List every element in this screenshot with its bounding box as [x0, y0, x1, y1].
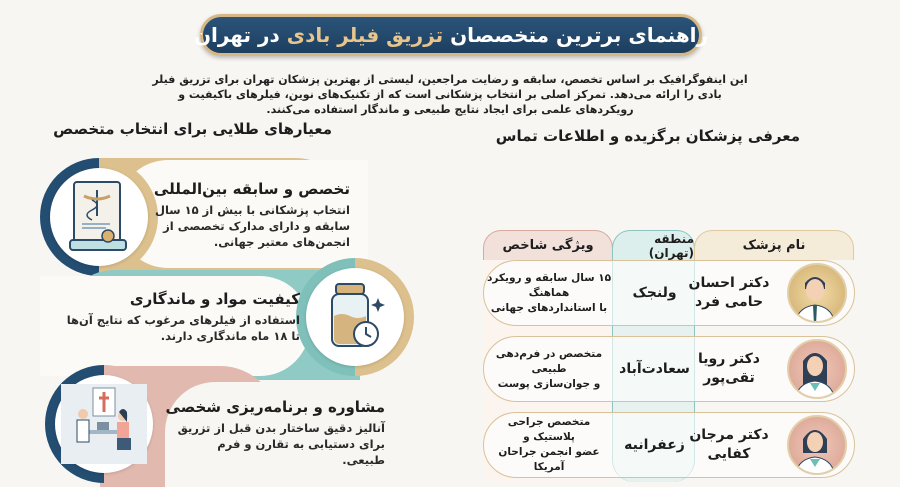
- criteria-ring-2: [296, 258, 414, 376]
- male-doctor-avatar: [787, 263, 847, 323]
- doctor-feature-line1: ۱۵ سال سابقه و رویکرد هماهنگ: [486, 271, 612, 299]
- filler-vial-clock-icon: [320, 280, 390, 354]
- criteria-item-3: [165, 398, 385, 468]
- criteria-ring-1: [40, 158, 158, 276]
- consultation-illustration-icon: [61, 384, 147, 464]
- doctor-area: زعفرانیه: [624, 437, 685, 453]
- column-header-name: نام پزشک: [694, 230, 854, 260]
- column-header-area: منطقه (تهران): [612, 230, 695, 260]
- criteria-title: تخصص و سابقه بین‌المللی: [153, 180, 350, 198]
- doctor-name-line1: دکتر احسان: [688, 275, 770, 291]
- doctor-name-line2: حامی فرد: [694, 294, 764, 310]
- doctor-name-line1: دکتر رویا: [698, 351, 760, 367]
- doctor-feature-line1: متخصص در فرم‌دهی طبیعی: [495, 347, 603, 375]
- certificate-caduceus-icon: [64, 178, 134, 256]
- intro-paragraph: این اینفوگرافیک بر اساس تخصص، سابقه و رضایت مراجعین، لیستی از بهترین پزشکان تهران برای تزریق فیلر بادی را ارائه می‌دهد. تمرکز اصلی بر انتخاب پزشکانی است که از تکنیک‌های نوین، فیلرهای باکیفیت و رویکردهای علمی برای ایجاد نتایج طبیعی و ماندگار استفاده می‌کنند.: [152, 73, 748, 116]
- criteria-item-2: [60, 290, 300, 344]
- doctor-feature-line2: با استانداردهای جهانی: [490, 301, 608, 314]
- column-header-feature: ویژگی شاخص: [483, 230, 613, 260]
- criteria-title: کیفیت مواد و ماندگاری: [129, 290, 300, 308]
- criteria-item-1: [150, 180, 350, 250]
- doctor-name-line2: کفایی: [707, 446, 751, 462]
- doctor-feature-line1: متخصص جراحی پلاستیک و: [507, 416, 591, 443]
- female-doctor-avatar: [787, 415, 847, 475]
- doctor-area: سعادت‌آباد: [619, 361, 690, 377]
- doctors-section-title: معرفی پزشکان برگزیده و اطلاعات تماس: [495, 127, 800, 145]
- female-doctor-avatar: [787, 339, 847, 399]
- criteria-title: مشاوره و برنامه‌ریزی شخصی: [165, 398, 385, 416]
- criteria-ring-3: [45, 365, 163, 483]
- criteria-desc: آنالیز دقیق ساختار بدن قبل از تزریق برای دستیابی به تقارن و فرم طبیعی.: [177, 421, 385, 467]
- doctor-name-line1: دکتر مرجان: [689, 427, 769, 443]
- doctor-feature-line2: و جوان‌سازی پوست: [497, 377, 601, 390]
- title-part1: راهنمای برترین متخصصان: [450, 23, 709, 47]
- title-part2: در تهران: [193, 23, 280, 47]
- title-highlight: تزریق فیلر بادی: [286, 23, 444, 47]
- title-banner: [193, 14, 709, 56]
- criteria-desc: انتخاب پزشکانی با بیش از ۱۵ سال سابقه و دارای مدارک تخصصی از انجمن‌های معتبر جهانی.: [155, 203, 350, 249]
- criteria-section-title: معیارهای طلایی برای انتخاب متخصص: [53, 120, 332, 138]
- criteria-desc: استفاده از فیلرهای مرغوب که نتایج آن‌ها تا ۱۸ ماه ماندگاری دارند.: [66, 313, 300, 343]
- doctor-area: ولنجک: [632, 285, 677, 301]
- doctor-feature-line2: عضو انجمن جراحان آمریکا: [498, 446, 600, 473]
- doctor-name-line2: تقی‌پور: [703, 370, 755, 386]
